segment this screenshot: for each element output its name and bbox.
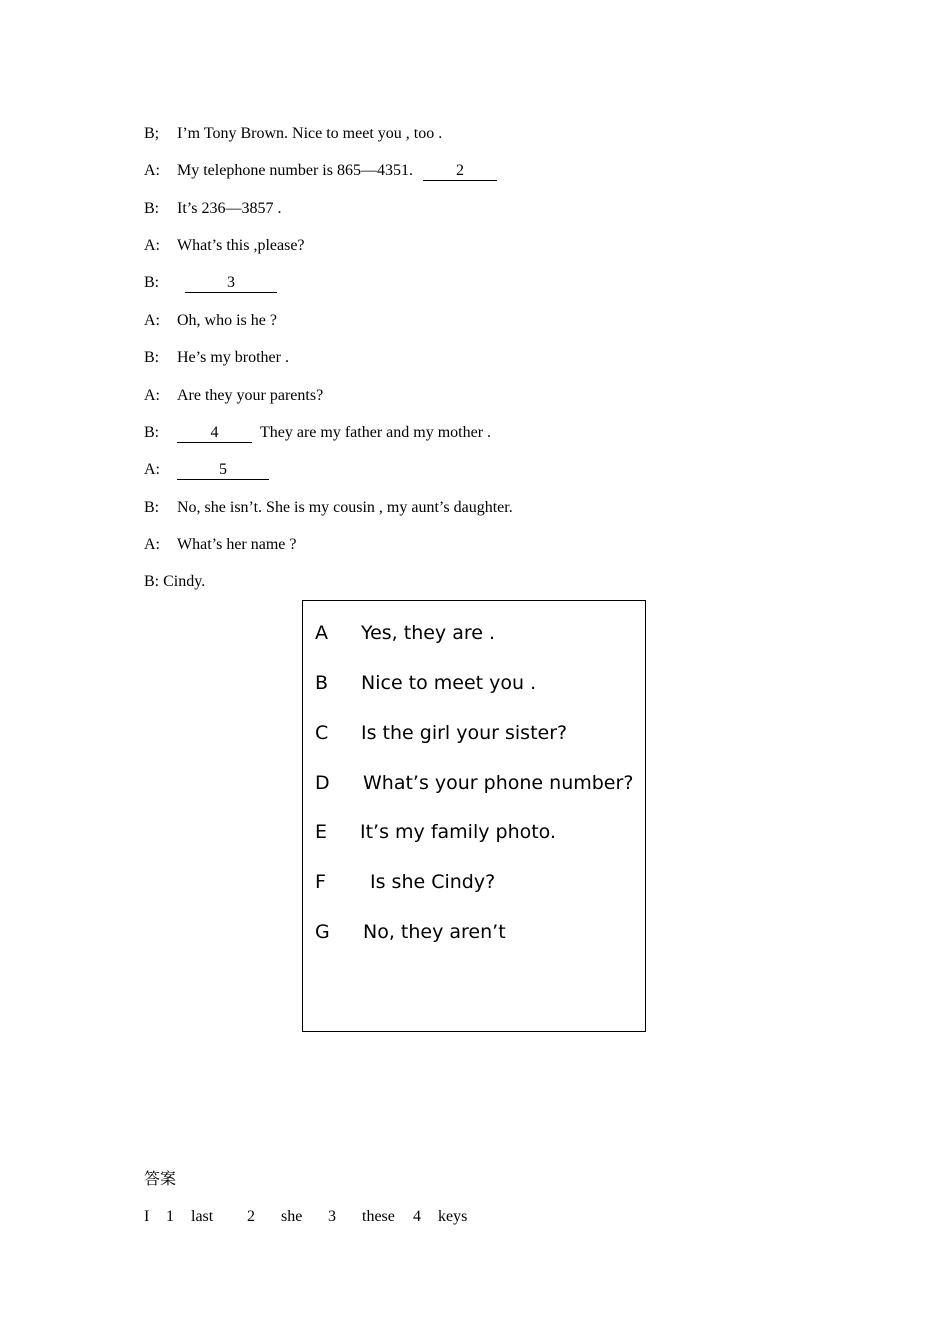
answer-word: last — [191, 1208, 214, 1225]
speaker-label: A: — [144, 312, 160, 329]
option-letter: D — [315, 772, 330, 794]
answer-word: keys — [438, 1208, 468, 1225]
dialogue-line-1 — [144, 124, 442, 144]
speaker-label: A: — [144, 536, 160, 553]
dialogue-text: He’s my brother . — [177, 349, 289, 366]
option-letter: C — [315, 722, 329, 744]
option-g[interactable] — [315, 920, 506, 944]
dialogue-text: My telephone number is 865—4351. — [177, 162, 413, 179]
dialogue-line-10 — [144, 460, 269, 480]
speaker-label: B: — [144, 274, 160, 291]
dialogue-text: No, she isn’t. She is my cousin , my aunt’s daughter. — [177, 499, 513, 516]
answers-section: I — [144, 1208, 150, 1225]
option-a[interactable] — [315, 621, 495, 645]
answer-blank-4[interactable]: 4 — [177, 424, 252, 443]
dialogue-text: Oh, who is he ? — [177, 312, 277, 329]
answer-blank-2[interactable]: 2 — [423, 162, 497, 181]
option-text: Is she Cindy? — [370, 871, 496, 893]
speaker-label: A: — [144, 387, 160, 404]
dialogue-line-5 — [144, 273, 277, 293]
option-letter: B — [315, 672, 329, 694]
answer-number: 1 — [166, 1208, 174, 1225]
dialogue-line-4 — [144, 236, 305, 256]
option-c[interactable] — [315, 721, 567, 745]
dialogue-line-2 — [144, 161, 497, 181]
answer-word: these — [362, 1208, 395, 1225]
answer-number: 4 — [413, 1208, 421, 1225]
option-e[interactable] — [315, 820, 556, 844]
option-f[interactable] — [315, 870, 495, 894]
dialogue-text: Are they your parents? — [177, 387, 324, 404]
dialogue-line-7 — [144, 348, 289, 368]
option-b[interactable] — [315, 671, 536, 695]
dialogue-text: It’s 236—3857 . — [177, 200, 282, 217]
option-letter: G — [315, 921, 330, 943]
speaker-label: A: — [144, 461, 160, 478]
dialogue-line-13 — [144, 572, 205, 592]
option-letter: E — [315, 821, 328, 843]
answer-number: 2 — [247, 1208, 255, 1225]
option-text: Yes, they are . — [361, 622, 496, 644]
answers-title: 答案 — [144, 1169, 177, 1188]
dialogue-text: What’s this ,please? — [177, 237, 305, 254]
dialogue-line-9 — [144, 423, 491, 443]
option-letter: A — [315, 622, 328, 644]
dialogue-line-6 — [144, 311, 277, 331]
speaker-label: B: — [144, 200, 160, 217]
option-text: No, they aren’t — [363, 921, 506, 943]
dialogue-line-3 — [144, 199, 281, 219]
answer-number: 3 — [328, 1208, 336, 1225]
speaker-label: A: — [144, 237, 160, 254]
option-letter: F — [315, 871, 326, 893]
answer-word: she — [281, 1208, 303, 1225]
speaker-label: B: — [144, 499, 160, 516]
dialogue-line-11 — [144, 498, 513, 518]
dialogue-line-8 — [144, 386, 323, 406]
speaker-label: B: — [144, 424, 160, 441]
answer-blank-3[interactable]: 3 — [185, 274, 277, 293]
answer-blank-5[interactable]: 5 — [177, 461, 269, 480]
option-text: Is the girl your sister? — [361, 722, 568, 744]
dialogue-line-12 — [144, 535, 297, 555]
option-d[interactable] — [315, 771, 633, 795]
dialogue-text: What’s her name ? — [177, 536, 297, 553]
dialogue-text: I’m Tony Brown. Nice to meet you , too . — [177, 125, 443, 142]
options-box — [302, 600, 646, 1032]
dialogue-text: B: Cindy. — [144, 573, 206, 590]
speaker-label: B: — [144, 349, 160, 366]
speaker-label: B; — [144, 125, 160, 142]
option-text: Nice to meet you . — [361, 672, 537, 694]
option-text: It’s my family photo. — [360, 821, 557, 843]
option-text: What’s your phone number? — [363, 772, 634, 794]
dialogue-text: They are my father and my mother . — [260, 424, 492, 441]
speaker-label: A: — [144, 162, 160, 179]
